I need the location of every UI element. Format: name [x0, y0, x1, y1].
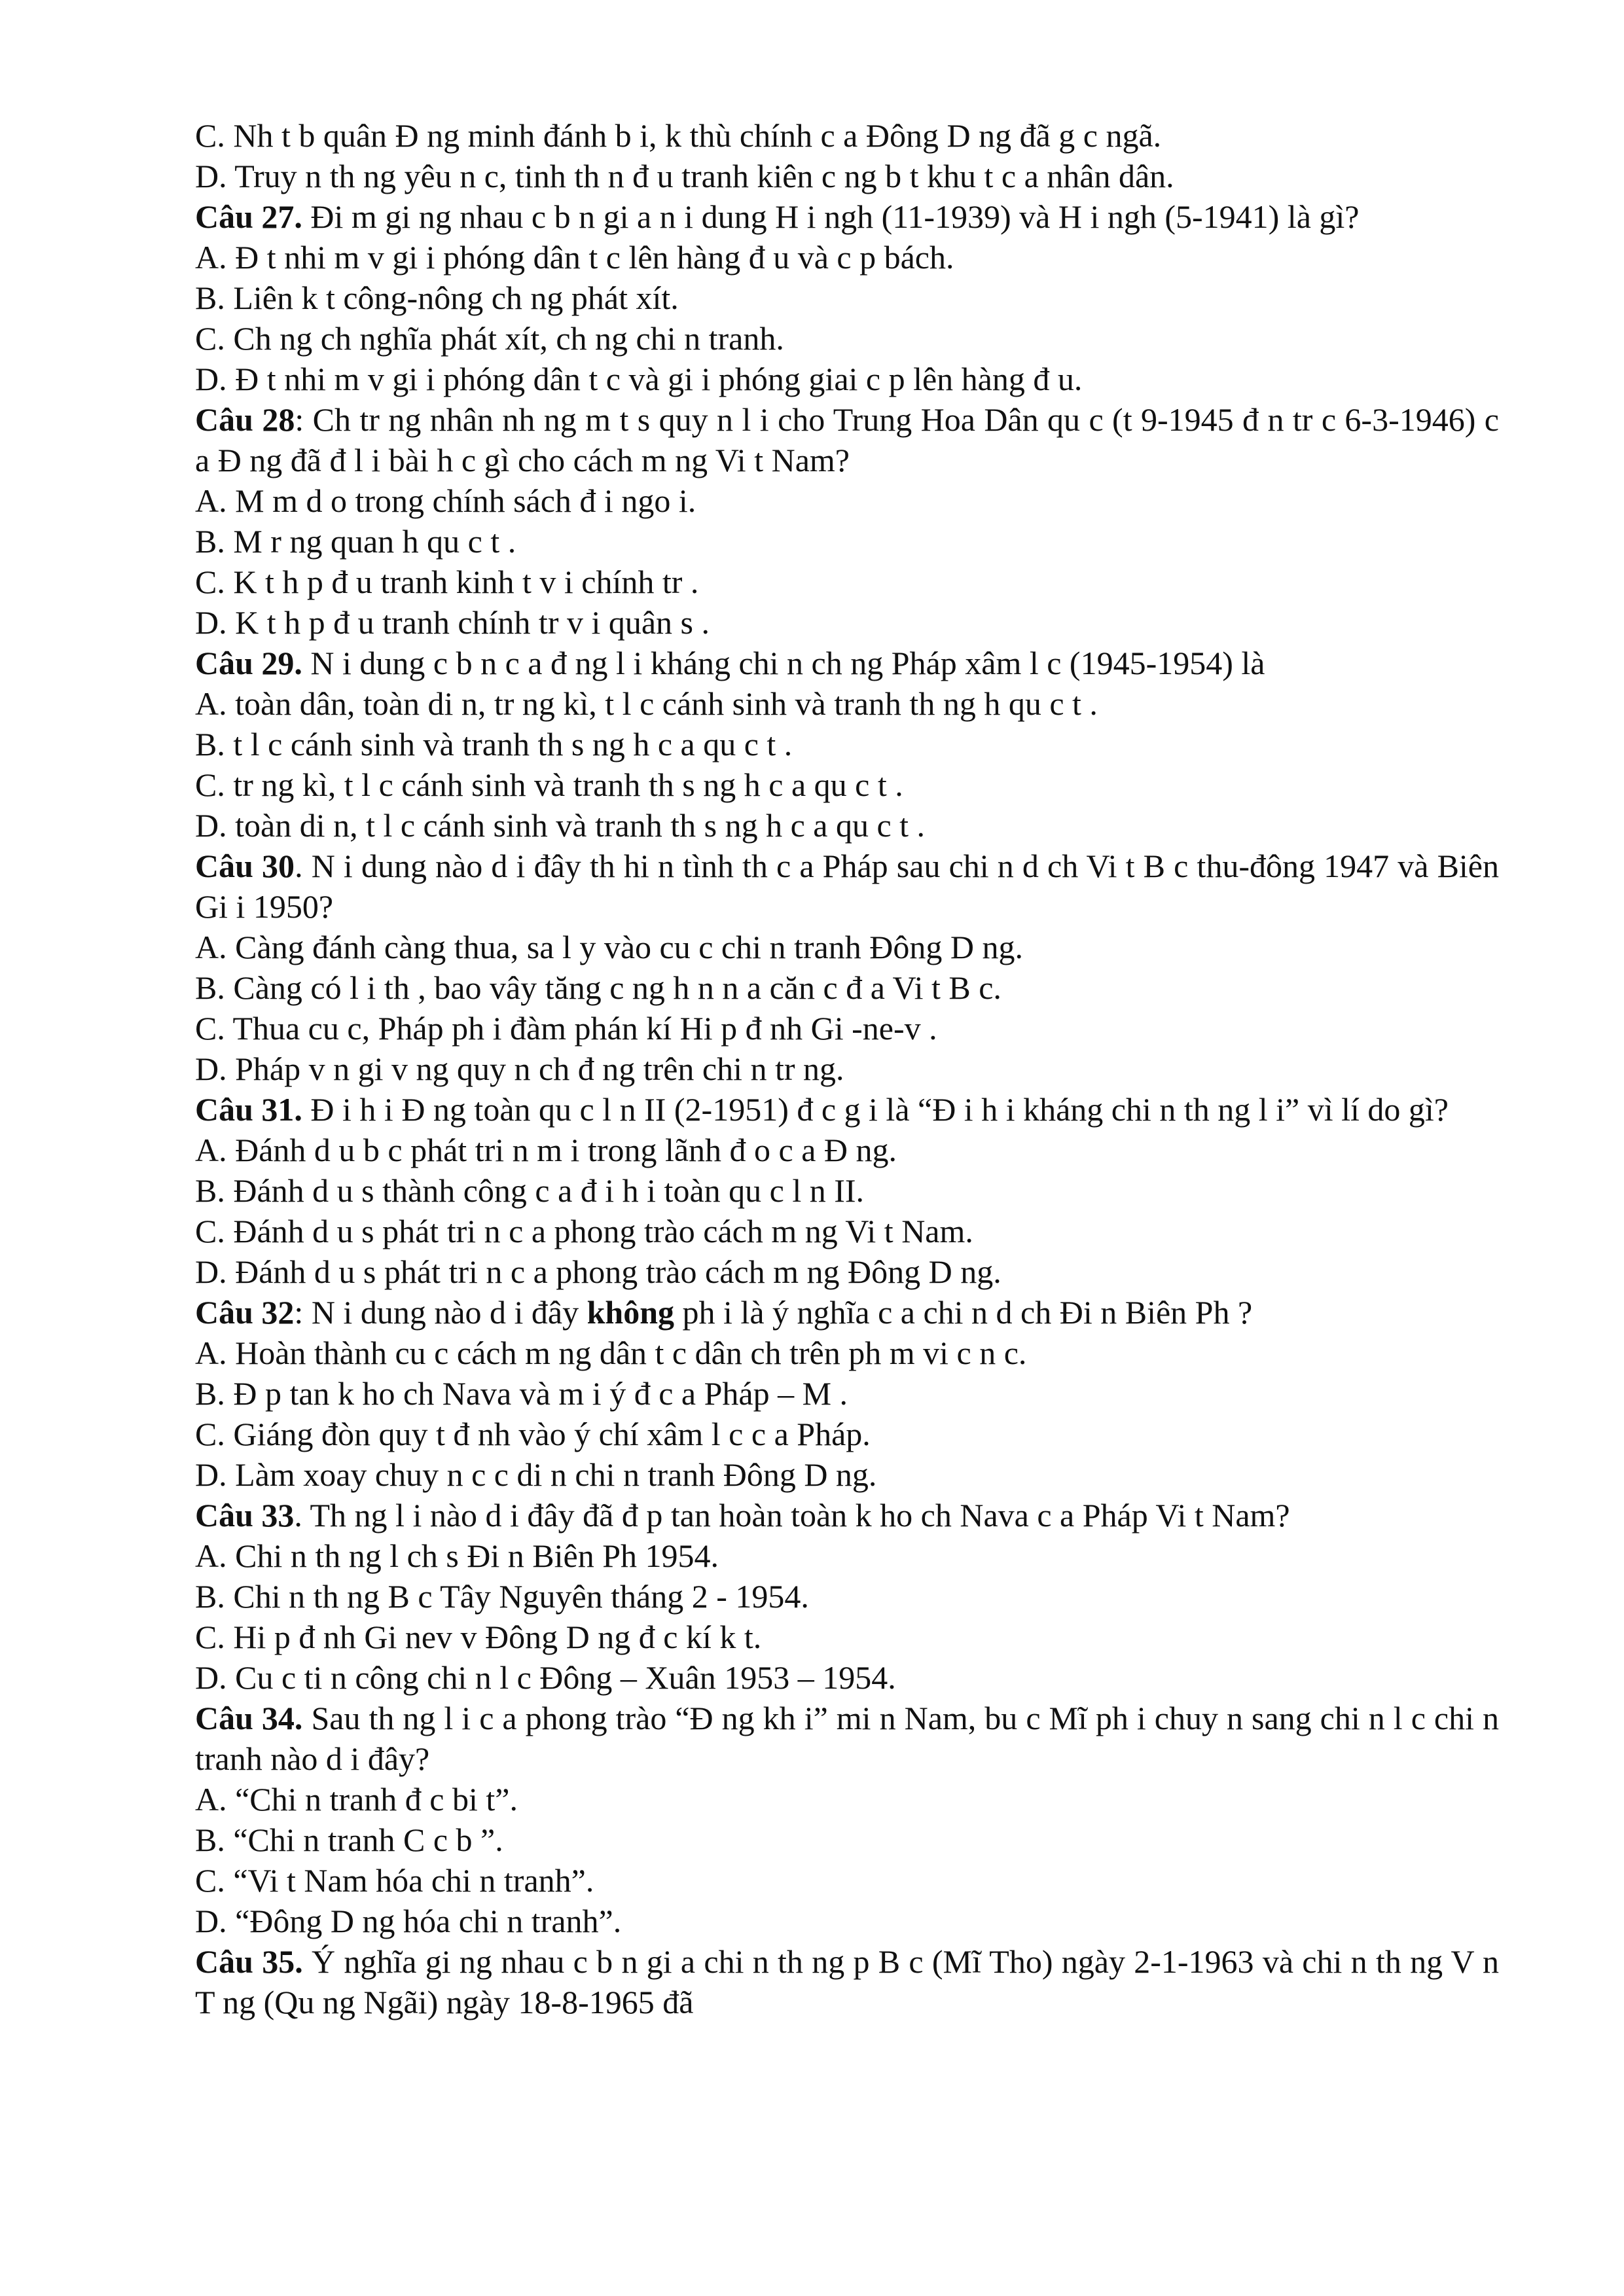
answer-option: D. Pháp v n gi v ng quy n ch đ ng trên chi n tr ng. — [195, 1050, 844, 1087]
answer-option: C. Ch ng ch nghĩa phát xít, ch ng chi n tranh. — [195, 320, 784, 357]
answer-option: D. Làm xoay chuy n c c di n chi n tranh Đông D ng. — [195, 1456, 877, 1493]
question-text: . Th ng l i nào d i đây đã đ p tan hoàn toàn k ho ch Nava c a Pháp Vi t Nam? — [294, 1497, 1290, 1534]
question-text: : Ch tr ng nhân nh ng m t s quy n l i cho Trung Hoa Dân qu c (t 9-1945 đ n tr c 6-3-1946) c a Đ ng đã đ l i bài h c gì cho cách m ng Vi t Nam? — [195, 401, 1499, 478]
question-text-tail: ph i là ý nghĩa c a chi n d ch Đi n Biên Ph ? — [674, 1294, 1253, 1331]
question-label: Câu 32 — [195, 1294, 295, 1331]
question-text: . N i dung nào d i đây th hi n tình th c a Pháp sau chi n d ch Vi t B c thu-đông 1947 và Biên Gi i 1950? — [195, 848, 1499, 925]
answer-option: C. Thua cu c, Pháp ph i đàm phán kí Hi p đ nh Gi -ne-v . — [195, 1010, 937, 1047]
question-text: Đi m gi ng nhau c b n gi a n i dung H i ngh (11-1939) và H i ngh (5-1941) là gì? — [302, 198, 1360, 235]
answer-option: D. K t h p đ u tranh chính tr v i quân s . — [195, 604, 710, 641]
answer-option: B. Đ p tan k ho ch Nava và m i ý đ c a Pháp – M . — [195, 1375, 848, 1412]
answer-option: D. “Đông D ng hóa chi n tranh”. — [195, 1903, 622, 1939]
answer-option: D. Đánh d u s phát tri n c a phong trào cách m ng Đông D ng. — [195, 1253, 1001, 1290]
answer-option: B. t l c cánh sinh và tranh th s ng h c a qu c t . — [195, 726, 793, 762]
answer-option: C. Hi p đ nh Gi nev v Đông D ng đ c kí k t. — [195, 1619, 762, 1655]
question-label: Câu 33 — [195, 1497, 295, 1534]
answer-option: B. “Chi n tranh C c b ”. — [195, 1821, 503, 1858]
answer-option: A. “Chi n tranh đ c bi t”. — [195, 1781, 518, 1818]
answer-option: C. “Vi t Nam hóa chi n tranh”. — [195, 1862, 594, 1899]
question-list — [195, 115, 1499, 2022]
question-label: Câu 30 — [195, 848, 295, 884]
answer-option: D. Đ t nhi m v gi i phóng dân t c và gi i phóng giai c p lên hàng đ u. — [195, 361, 1083, 397]
question-28 — [195, 399, 1499, 480]
answer-option: D. toàn di n, t l c cánh sinh và tranh th s ng h c a qu c t . — [195, 807, 926, 844]
answer-option: A. M m d o trong chính sách đ i ngo i. — [195, 482, 696, 519]
question-label: Câu 35. — [195, 1943, 303, 1980]
negation-emphasis: không — [586, 1294, 675, 1331]
question-label: Câu 34. — [195, 1700, 303, 1736]
question-35 — [195, 1941, 1499, 2022]
answer-option: C. K t h p đ u tranh kinh t v i chính tr . — [195, 564, 699, 600]
answer-option: C. Nh t b quân Đ ng minh đánh b i, k thù chính c a Đông D ng đã g c ngã. — [195, 117, 1162, 154]
question-29 — [195, 643, 1499, 683]
question-text: Đ i h i Đ ng toàn qu c l n II (2-1951) đ c g i là “Đ i h i kháng chi n th ng l i” vì lí do gì? — [302, 1091, 1449, 1128]
question-33 — [195, 1495, 1499, 1535]
answer-option: B. M r ng quan h qu c t . — [195, 523, 516, 560]
answer-option: A. toàn dân, toàn di n, tr ng kì, t l c cánh sinh và tranh th ng h qu c t . — [195, 685, 1098, 722]
question-label: Câu 29. — [195, 645, 302, 681]
answer-option: C. Đánh d u s phát tri n c a phong trào cách m ng Vi t Nam. — [195, 1213, 973, 1249]
question-text: N i dung c b n c a đ ng l i kháng chi n ch ng Pháp xâm l c (1945-1954) là — [302, 645, 1265, 681]
answer-option: C. Giáng đòn quy t đ nh vào ý chí xâm l c c a Pháp. — [195, 1416, 871, 1452]
question-32 — [195, 1292, 1499, 1333]
answer-option: B. Đánh d u s thành công c a đ i h i toàn qu c l n II. — [195, 1172, 865, 1209]
answer-option: B. Liên k t công-nông ch ng phát xít. — [195, 279, 679, 316]
question-text: Sau th ng l i c a phong trào “Đ ng kh i” mi n Nam, bu c Mĩ ph i chuy n sang chi n l c chi n tranh nào d i đây? — [195, 1700, 1499, 1777]
answer-option: A. Đ t nhi m v gi i phóng dân t c lên hàng đ u và c p bách. — [195, 239, 954, 276]
answer-option: A. Hoàn thành cu c cách m ng dân t c dân ch trên ph m vi c n c. — [195, 1335, 1027, 1371]
question-label: Câu 28 — [195, 401, 295, 438]
answer-option: D. Cu c ti n công chi n l c Đông – Xuân 1953 – 1954. — [195, 1659, 896, 1696]
answer-option: A. Chi n th ng l ch s Đi n Biên Ph 1954. — [195, 1537, 719, 1574]
question-label: Câu 31. — [195, 1091, 302, 1128]
question-31 — [195, 1089, 1499, 1130]
answer-option: B. Chi n th ng B c Tây Nguyên tháng 2 - 1954. — [195, 1578, 809, 1615]
question-34 — [195, 1698, 1499, 1779]
question-text: Ý nghĩa gi ng nhau c b n gi a chi n th ng p B c (Mĩ Tho) ngày 2-1-1963 và chi n th ng V n T ng (Qu ng Ngãi) ngày 18-8-1965 đã — [195, 1943, 1499, 2020]
question-27 — [195, 196, 1499, 237]
answer-option: C. tr ng kì, t l c cánh sinh và tranh th s ng h c a qu c t . — [195, 766, 903, 803]
question-text: : N i dung nào d i đây — [294, 1294, 587, 1331]
answer-option: A. Đánh d u b c phát tri n m i trong lãnh đ o c a Đ ng. — [195, 1132, 897, 1168]
question-label: Câu 27. — [195, 198, 302, 235]
answer-option: A. Càng đánh càng thua, sa l y vào cu c chi n tranh Đông D ng. — [195, 929, 1023, 965]
answer-option: B. Càng có l i th , bao vây tăng c ng h n n a căn c đ a Vi t B c. — [195, 969, 1001, 1006]
answer-option: D. Truy n th ng yêu n c, tinh th n đ u tranh kiên c ng b t khu t c a nhân dân. — [195, 158, 1174, 194]
question-30 — [195, 846, 1499, 927]
